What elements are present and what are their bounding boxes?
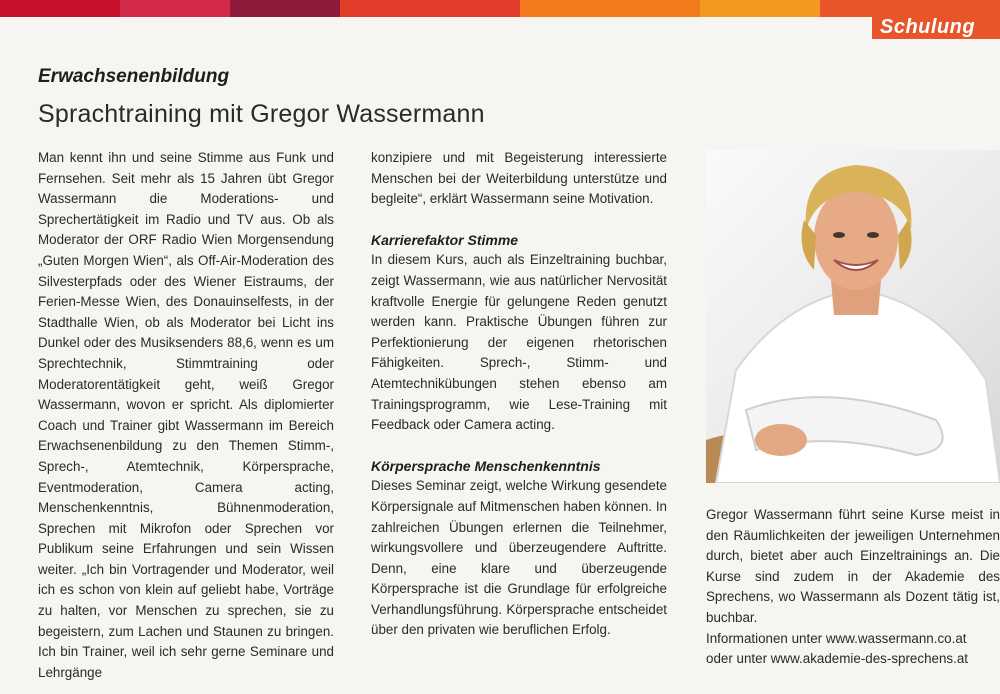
section-tag: Schulung <box>872 15 1000 39</box>
color-bar <box>0 0 1000 17</box>
caption-text: Gregor Wassermann führt seine Kurse meist in den Räumlichkeiten der jeweiligen Unternehmen durch, bietet aber auch Einzeltrainings an. Die Kurse sind zudem in der Akademie des Sprechens, wo Wassermann als Dozent tätig ist, buchbar. <box>706 507 1000 625</box>
color-bar-segment <box>700 0 820 17</box>
color-bar-segment <box>120 0 230 17</box>
color-bar-segment <box>230 0 340 17</box>
shirt-shape <box>716 290 1000 483</box>
subheading: Körpersprache Menschenkenntnis <box>371 457 601 474</box>
hair-shape <box>898 220 912 270</box>
info-line: oder unter www.akademie-des-sprechens.at <box>706 651 968 667</box>
color-bar-segment <box>0 0 120 17</box>
eye-shape <box>833 232 845 238</box>
column-2 <box>371 148 667 641</box>
body-paragraph: Man kennt ihn und seine Stimme aus Funk und Fernsehen. Seit mehr als 15 Jahren übt Gregor Wassermann die Moderations- und Sprechertätigkeit im Radio und TV aus. Ob als Moderator der ORF Radio Wien Morgensendung „Guten Morgen Wien“, als Off-Air-Moderation des Silvesterpfads oder des Wiener Eistraums, der Ferien-Messe Wien, des Donauinselfests, in der Stadthalle Wien, ob als Moderator bei Licht ins Dunkel oder des Musiksenders 88,6, wenn es um Sprechtechnik, Stimmtraining oder Moderatorentätigkeit geht, weiß Gregor Wassermann, wovon er spricht. Als diplomierter Coach und Trainer gibt Wassermann im Bereich Erwachsenenbildung zu den Themen Stimm-, Sprech-, Atemtechnik, Körpersprache, Eventmoderation, Camera acting, Menschenkenntnis, Bühnenmoderation, Sprechen mit Mikrofon oder Sprechen vor Publikum seine Erfahrungen und sein Wissen weiter. „Ich bin Vortragender und Moderator, weil ich es schon von klein auf geliebt habe, Vorträge zu halten, vor Menschen zu sprechen, sie zu begeistern, zum Lachen und Staunen zu bringen. Ich bin Trainer, weil ich sehr gerne Seminare und Lehrgänge <box>38 150 334 680</box>
kicker: Erwachsenenbildung <box>38 66 230 87</box>
article-title: Sprachtraining mit Gregor Wassermann <box>38 100 485 128</box>
portrait-illustration <box>706 150 1000 483</box>
info-line: Informationen unter www.wassermann.co.at <box>706 630 967 646</box>
subheading: Karrierefaktor Stimme <box>371 231 519 248</box>
body-paragraph: Dieses Seminar zeigt, welche Wirkung gesendete Körpersignale auf Mitmenschen haben können. In zahlreichen Übungen erlernen die Teilnehmer, wirkungsvollere und überzeugendere Auftritte. Denn, eine klare und überzeugende Körpersprache ist die Grundlage für erfolgreiche Verhandlungsführung. Körpersprache entscheidet über den privaten wie beruflichen Erfolg. <box>371 478 667 638</box>
hair-shape <box>802 220 816 270</box>
eye-shape <box>867 232 879 238</box>
face-shape <box>814 186 898 290</box>
body-paragraph: konzipiere und mit Begeisterung interessierte Menschen bei der Weiterbildung unterstütze und begleite“, erklärt Wassermann seine Motivation. <box>371 150 667 207</box>
column-1 <box>38 148 334 683</box>
color-bar-segment <box>340 0 520 17</box>
photo-caption <box>706 505 1000 670</box>
portrait-photo <box>706 150 1000 483</box>
hand-shape <box>755 424 807 456</box>
color-bar-segment <box>520 0 700 17</box>
body-paragraph: In diesem Kurs, auch als Einzeltraining buchbar, zeigt Wassermann, wie aus natürlicher Nervosität kraftvolle Energie für gelungene Reden genutzt werden kann. Praktische Übungen führen zur Perfektionierung der eigenen rhetorischen Fähigkeiten. Sprech-, Stimm- und Atemtechnikübungen stehen ebenso am Trainingsprogramm, wie Lese-Training mit Feedback oder Camera acting. <box>371 252 667 433</box>
